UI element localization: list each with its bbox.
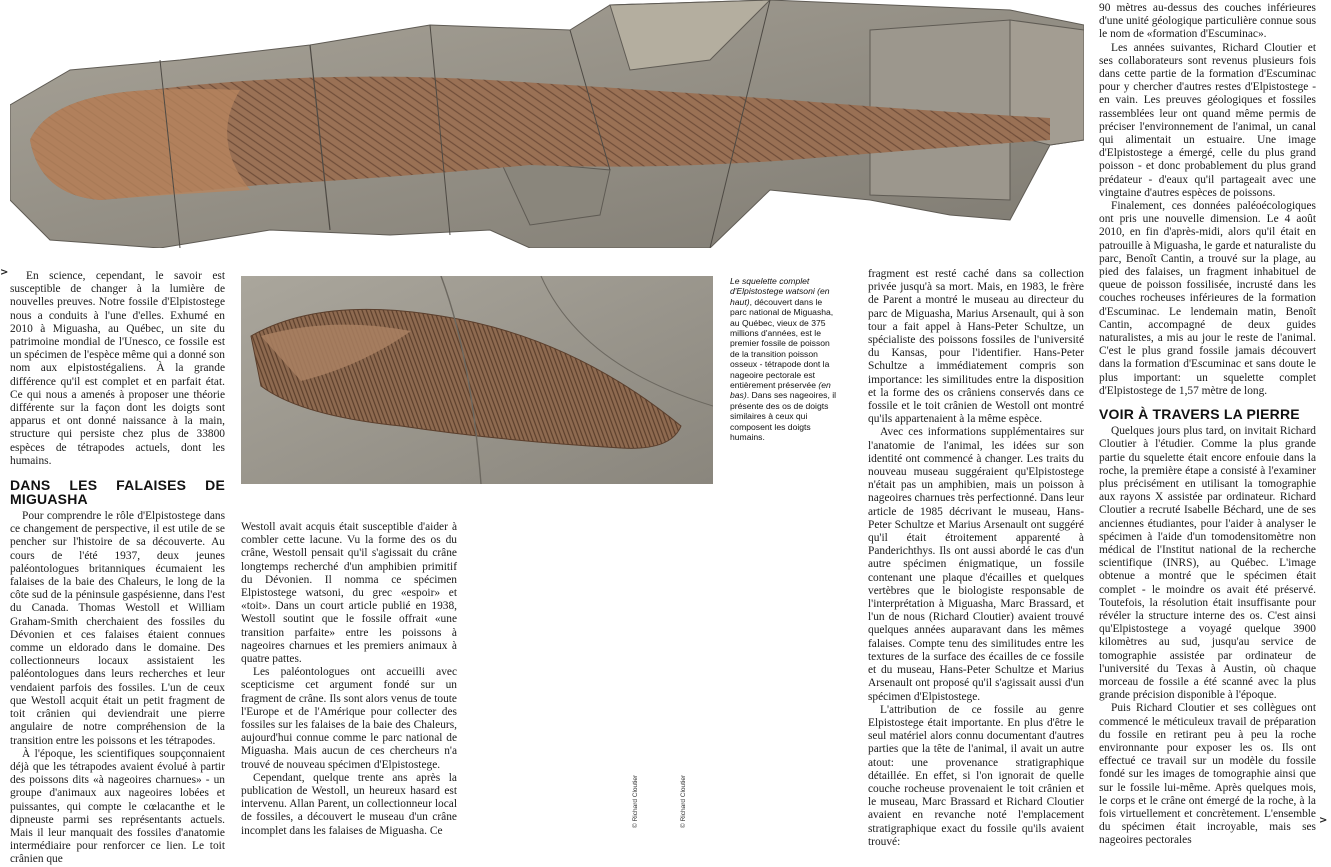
caption-title-suffix: (en haut) [730, 286, 830, 307]
caption-title: Le squelette complet d'Elpistostege watsoni [730, 276, 815, 297]
col4-paragraph-3: Quelques jours plus tard, on invitait Richard Cloutier à l'étudier. Comme la plus grande partie du squelette était encore enfouie dans la roche, la première étape a consisté à l'examiner plus précisément en utilisant la tomographie aux rayons X assistée par ordinateur. Richard Cloutier a recruté Isabelle Béchard, une de ses anciennes étudiantes, pour l'aider à analyser le spécimen à l'aide d'un tomodensitomètre non médical de l'Institut national de la recherche scientifique (INRS), au Québec. L'image obtenue a montré que le spécimen était complet - le moindre os avait été préservé. Toutefois, la résolution était insuffisante pour révéler la structure interne des os. C'est ainsi qu'Elpistostege a voyagé quelque 3900 kilomètres au sud, jusqu'au service de tomographie assistée par ordinateur de l'université du Texas à Austin, où chaque morceau de fossile a été scanné avec la plus grande précision disponible à l'époque. [1099, 425, 1316, 702]
column-1 [10, 270, 225, 867]
col2-paragraph-2: Les paléontologues ont accueilli avec scepticisme cet argument fondé sur un fragment de crâne. Ils sont alors venus de toute l'Europe et de l'Amérique pour collecter des fossiles sur les falaises de la baie des Chaleurs, aujourd'hui connue comme le parc national de Miguasha. Mais aucun de ces chercheurs n'a trouvé de nouveau spécimen d'Elpistostege. [241, 666, 457, 771]
column-2 [241, 521, 457, 838]
caption-text-2: . Dans ses nageoires, il présente des os de doigts similaires à ceux qui composent les doigts humains. [730, 390, 837, 443]
pectoral-fin-illustration [241, 276, 713, 484]
col4-paragraph-4: Puis Richard Cloutier et ses collègues ont commencé le méticuleux travail de préparation du fossile en retirant peu à peu la roche environnante pour exposer les os. Ils ont effectué ce travail sur un modèle du fossile fondé sur les images de tomographie ainsi que sur le fossile lui-même. Après quelques mois, le corps et le crâne ont émergé de la roche, à la fois virtuellement et concrètement. L'ensemble du spécimen était incroyable, mais ses nageoires pectorales [1099, 702, 1316, 847]
col3-paragraph-3: L'attribution de ce fossile au genre Elpistostege était importante. En plus d'être le seul matériel alors connu documentant d'autres parties que la tête de l'animal, il avait un autre atout: une provenance stratigraphique détaillée. En effet, si l'on ignorait de quelle couche rocheuse provenaient le toit crânien et le museau, Marc Brassard et Richard Cloutier avaient en revanche noté l'emplacement stratigraphique exact du fossile qu'ils avaient trouvé: [868, 703, 1084, 848]
fossil-skeleton-photo [10, 0, 1084, 248]
col3-paragraph-1: fragment est resté caché dans sa collection privée jusqu'à sa mort. Mais, en 1983, le frère de Parent a montré le museau au directeur du parc de Miguasha, Marius Arsenault, qui à son tour a fait appel à Hans-Peter Schultze, un spécialiste des poissons fossiles de l'université du Kansas, pour l'identifier. Hans-Peter Schultze a immédiatement compris son importance: les similitudes entre la disposition et la forme des os crâniens conservés dans ce fossile et le toit crânien de Westoll ont montré qu'ils appartenaient à la même espèce. [868, 268, 1084, 426]
intro-paragraph: En science, cependant, le savoir est susceptible de changer à la lumière de nouvelles preuves. Notre fossile d'Elpistostege nous a conduits à l'une d'elles. Exhumé en 2010 à Miguasha, au Québec, un site du patrimoine mondial de l'Unesco, ce fossile est un spécimen de l'espèce même qui a donné son nom aux elpistostégaliens. À la grande différence qu'il est complet et en parfait état. Ce qui nous a amenés à proposer une théorie différente sur la façon dont les doigts sont apparus et ont donné naissance à la main, structure qui persiste chez plus de 33800 espèces de tétrapodes actuels, dont les humains. [10, 270, 225, 467]
fossil-skeleton-illustration [10, 0, 1084, 248]
continue-marker-left: > [0, 267, 9, 278]
col4-paragraph-0: 90 mètres au-dessus des couches inférieures d'une unité géologique particulière connue sous le nom de «formation d'Escuminac». [1099, 2, 1316, 41]
continue-marker-right: > [1319, 815, 1328, 826]
col1-paragraph-1: Pour comprendre le rôle d'Elpistostege dans ce changement de perspective, il est utile de se pencher sur l'histoire de sa découverte. Au cours de l'été 1937, deux jeunes paléontologues britanniques écumaient les falaises de la baie des Chaleurs, le long de la côte sud de la péninsule gaspésienne, dans l'est du Canada. Thomas Westoll et William Graham-Smith cherchaient des fossiles du Dévonien et ces falaises étaient connues comme un eldorado dans le domaine. Des collectionneurs locaux assistaient les paléontologues dans leurs recherches et leur vendaient parfois des fossiles. L'un de ceux que Westoll acquit était un petit fragment de toit crânien qui deviendrait une pierre angulaire de notre compréhension de la transition entre les poissons et les tétrapodes. [10, 510, 225, 747]
photo-credit-2: © Richard Cloutier [680, 774, 687, 828]
caption-em: (en bas) [730, 380, 831, 401]
col4-paragraph-1: Les années suivantes, Richard Cloutier et ses collaborateurs sont revenus plusieurs fois dans cette partie de la formation d'Escuminac pour y chercher d'autres restes d'Elpistostege - en vain. Les preuves géologiques et fossiles rassemblées leur ont quand même permis de préciser l'environnement de l'animal, un canal qui alimentait un estuaire. Une image d'Elpistostege a émergé, celle du plus grand poisson - et donc probablement du plus grand prédateur - d'eaux qu'il partageait avec une vingtaine d'autres espèces de poissons. [1099, 41, 1316, 199]
photo-credit-1: © Richard Cloutier [632, 774, 639, 828]
section-heading-miguasha: DANS LES FALAISES DE MIGUASHA [10, 477, 225, 508]
figure-caption [730, 276, 840, 443]
caption-text-1: , découvert dans le parc national de Miguasha, au Québec, vieux de 375 millions d'années, est le premier fossile de poisson de la transition poisson osseux - tétrapode dont la nageoire pectorale est entièrement préservée [730, 296, 834, 391]
section-heading-pierre: VOIR À TRAVERS LA PIERRE [1099, 406, 1300, 423]
column-3 [868, 268, 1084, 849]
pectoral-fin-photo [241, 276, 713, 484]
col2-paragraph-1: Westoll avait acquis était susceptible d'aider à combler cette lacune. Vu la forme des os du crâne, Westoll pensait qu'il s'agissait du crâne longtemps recherché d'un amphibien primitif du Dévonien. Il nomma ce spécimen Elpistostege watsoni, du grec «espoir» et «toit». Dans un court article publié en 1938, Westoll soutint que le fossile offrait «une transition parfaite» entre les poissons à nageoires charnues et les premiers animaux à quatre pattes. [241, 521, 457, 666]
col4-paragraph-2: Finalement, ces données paléoécologiques ont pris une nouvelle dimension. Le 4 août 2010, en fin d'après-midi, alors qu'il était en patrouille à Miguasha, le garde et naturaliste du parc, Benoît Cantin, a trouvé sur la plage, au pied des falaises, un fragment inhabituel de queue de poisson fossilisée, incrusté dans les couches rocheuses inférieures de la formation d'Escuminac. Le lendemain matin, Benoît Cantin, accompagné de deux guides naturalistes, a mis au jour le reste de l'animal. C'est le plus grand fossile jamais découvert dans la formation d'Escuminac et sans doute le plus important: un squelette complet d'Elpistostege de 1,57 mètre de long. [1099, 200, 1316, 397]
col2-paragraph-3: Cependant, quelque trente ans après la publication de Westoll, un heureux hasard est intervenu. Allan Parent, un collectionneur local de fossiles, a découvert le museau d'un crâne incomplet dans les falaises de Miguasha. Ce [241, 771, 457, 837]
column-4 [1099, 2, 1316, 848]
col1-paragraph-2: À l'époque, les scientifiques soupçonnaient déjà que les tétrapodes avaient évolué à partir des poissons dits «à nageoires charnues» - un groupe d'animaux aux nageoires lobées et puissantes, qui compte le cœlacanthe et le dipneuste parmi ses représentants actuels. Mais il leur manquait des fossiles d'anatomie intermédiaire pour renforcer ce lien. Le toit crânien que [10, 747, 225, 866]
col3-paragraph-2: Avec ces informations supplémentaires sur l'anatomie de l'animal, les idées sur son identité ont commencé à changer. Les traits du nouveau museau suggéraient qu'Elpistostege n'était pas un amphibien, mais un poisson à nageoires charnues très perfectionné. Dans leur article de 1985 décrivant le museau, Hans-Peter Schultze et Marius Arsenault ont suggéré qu'il était étroitement apparenté à Panderichthys. Ils ont aussi abordé le cas d'un autre spécimen énigmatique, un fossile contenant une plaque d'écailles et quelques vertèbres que le biologiste responsable de l'interprétation à Miguasha, Marc Brassard, et l'un de nous (Richard Cloutier) avaient trouvé quelques années auparavant dans les mêmes falaises. Compte tenu des similitudes entre les textures de la surface des écailles de ce fossile et du museau, Hans-Peter Schultze et Marius Arsenault ont proposé qu'il s'agissait aussi d'un spécimen d'Elpistostege. [868, 426, 1084, 703]
